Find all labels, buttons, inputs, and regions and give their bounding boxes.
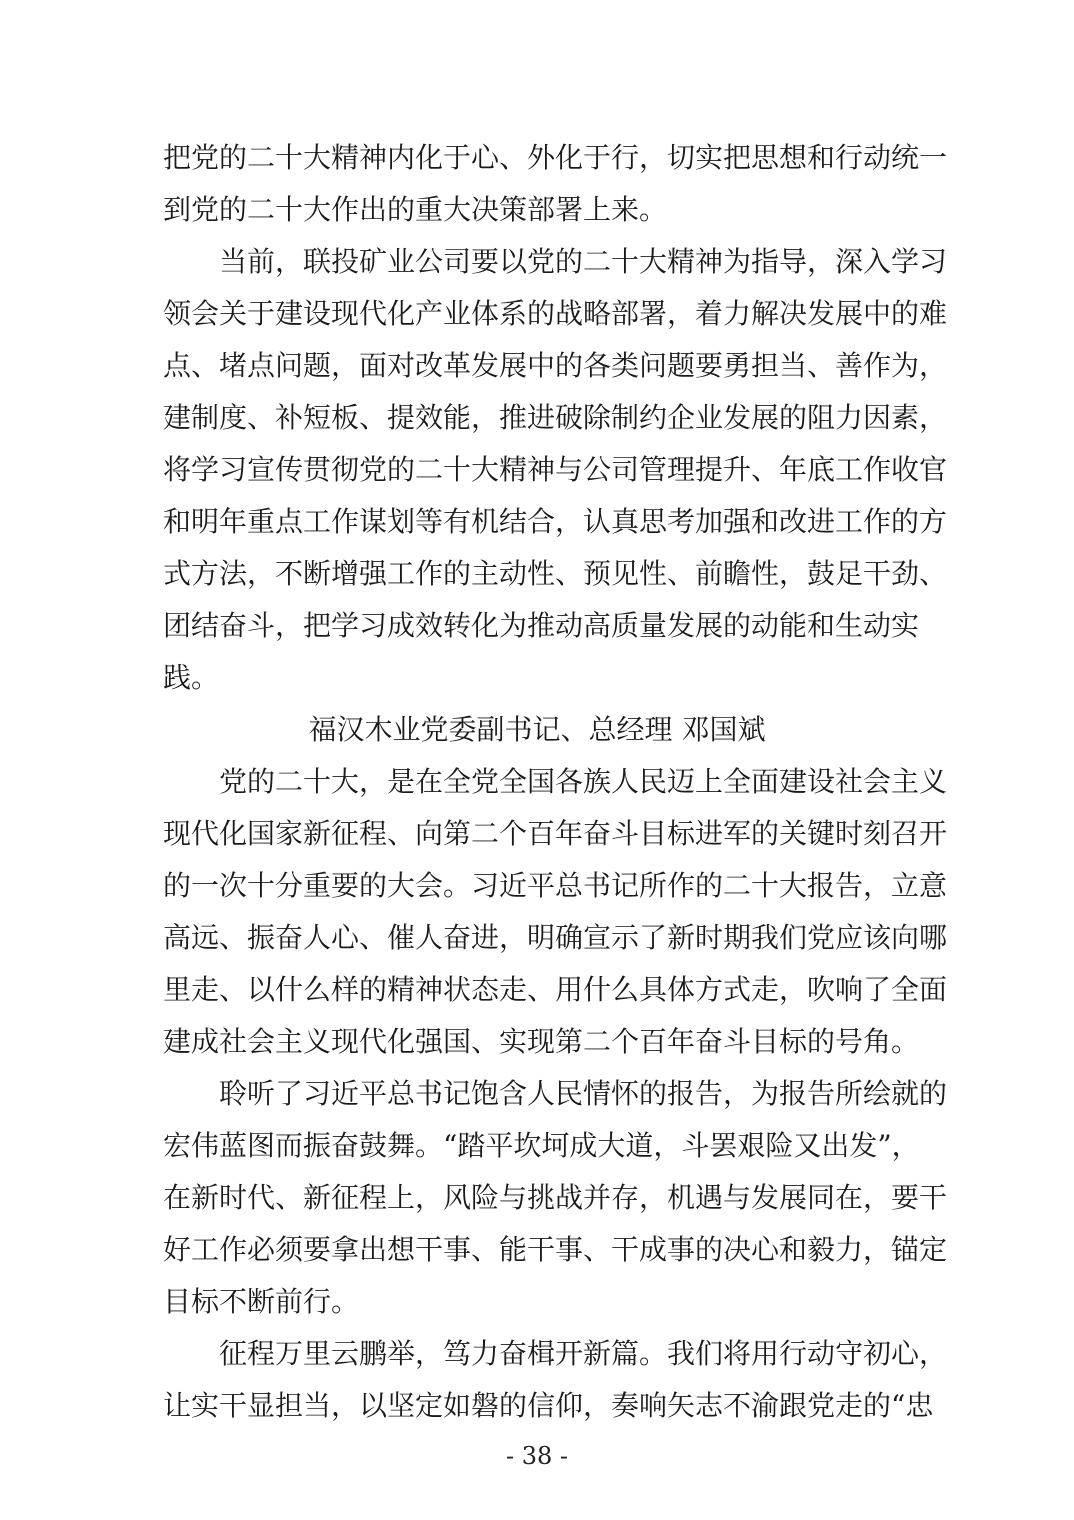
- paragraph-line: 到党的二十大作出的重大决策部署上来。: [163, 193, 668, 226]
- paragraph-line: 领会关于建设现代化产业体系的战略部署，着力解决发展中的难: [163, 297, 948, 330]
- paragraph-line: 践。: [163, 661, 220, 694]
- paragraph-line: 宏伟蓝图而振奋鼓舞。“踏平坎坷成大道，斗罢艰险又出发”，: [163, 1129, 920, 1162]
- page-number: - 38 -: [505, 1442, 568, 1470]
- paragraph-line: 高远、振奋人心、催人奋进，明确宣示了新时期我们党应该向哪: [163, 921, 948, 954]
- paragraph-line: 现代化国家新征程、向第二个百年奋斗目标进军的关键时刻召开: [163, 817, 948, 850]
- paragraph-line: 的一次十分重要的大会。习近平总书记所作的二十大报告，立意: [163, 869, 948, 902]
- paragraph-line: 党的二十大，是在全党全国各族人民迈上全面建设社会主义: [219, 765, 948, 798]
- paragraph-line: 把党的二十大精神内化于心、外化于行，切实把思想和行动统一: [163, 141, 948, 174]
- paragraph-line: 好工作必须要拿出想干事、能干事、干成事的决心和毅力，锚定: [163, 1233, 948, 1266]
- paragraph-line: 团结奋斗，把学习成效转化为推动高质量发展的动能和生动实: [163, 609, 920, 642]
- paragraph-line: 将学习宣传贯彻党的二十大精神与公司管理提升、年底工作收官: [163, 453, 948, 486]
- paragraph-line: 让实干显担当，以坚定如磐的信仰，奏响矢志不渝跟党走的“忠: [163, 1389, 934, 1422]
- paragraph-line: 征程万里云鹏举，笃力奋楫开新篇。我们将用行动守初心，: [219, 1337, 948, 1370]
- paragraph-line: 点、堵点问题，面对改革发展中的各类问题要勇担当、善作为，: [163, 349, 948, 382]
- paragraph-line: 里走、以什么样的精神状态走、用什么具体方式走，吹响了全面: [163, 973, 948, 1006]
- paragraph-line: 聆听了习近平总书记饱含人民情怀的报告，为报告所绘就的: [219, 1077, 948, 1110]
- paragraph-line: 建成社会主义现代化强国、实现第二个百年奋斗目标的号角。: [163, 1025, 920, 1058]
- section-heading: 福汉木业党委副书记、总经理 邓国斌: [308, 713, 766, 746]
- paragraph-line: 式方法，不断增强工作的主动性、预见性、前瞻性，鼓足干劲、: [163, 557, 948, 590]
- paragraph-line: 和明年重点工作谋划等有机结合，认真思考加强和改进工作的方: [163, 505, 948, 538]
- paragraph-line: 在新时代、新征程上，风险与挑战并存，机遇与发展同在，要干: [163, 1181, 948, 1214]
- paragraph-line: 建制度、补短板、提效能，推进破除制约企业发展的阻力因素，: [163, 401, 948, 434]
- paragraph-line: 目标不断前行。: [163, 1285, 360, 1318]
- paragraph-line: 当前，联投矿业公司要以党的二十大精神为指导，深入学习: [219, 245, 948, 278]
